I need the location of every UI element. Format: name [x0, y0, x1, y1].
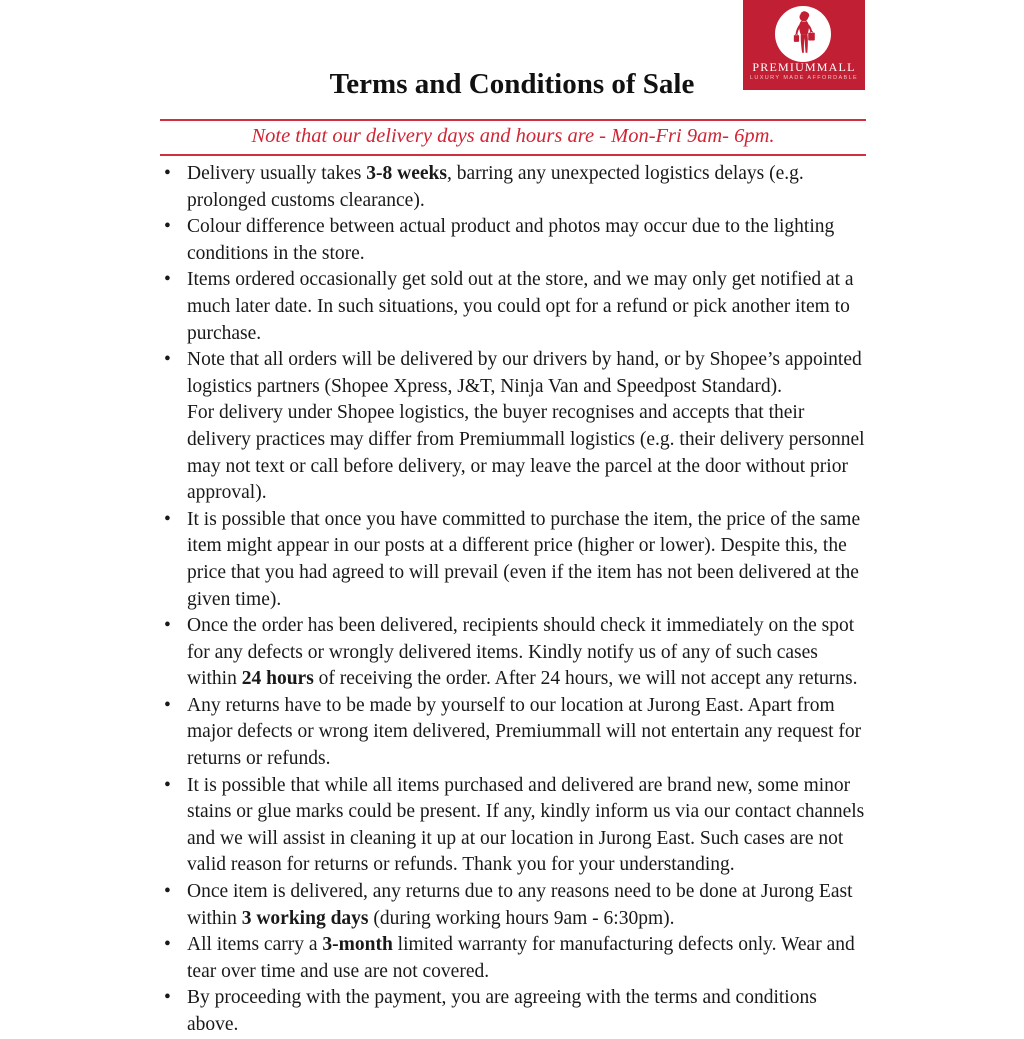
term-item: • Once the order has been delivered, recipients should check it immediately on the spot for any defects or wrongly delivered items. Kindly notify us of any of such cases within 24 hours of receiving the order. After 24 hours, we will not accept any returns. [160, 613, 866, 693]
term-item: • All items carry a 3-month limited warranty for manufacturing defects only. Wear and tear over time and use are not covered. [160, 932, 866, 985]
term-item: • Colour difference between actual product and photos may occur due to the lighting conditions in the store. [160, 214, 866, 267]
term-item: • It is possible that while all items purchased and delivered are brand new, some minor stains or glue marks could be present. If any, kindly inform us via our contact channels and we will assist in cleaning it up at our location in Jurong East. Such cases are not valid reason for returns or refunds. Thank you for your understanding. [160, 773, 866, 879]
term-item: • Items ordered occasionally get sold out at the store, and we may only get notified at a much later date. In such situations, you could opt for a refund or pick another item to purchase. [160, 267, 866, 347]
term-item: • By proceeding with the payment, you are agreeing with the terms and conditions above. [160, 985, 866, 1038]
term-item: • Once item is delivered, any returns due to any reasons need to be done at Jurong East within 3 working days (during working hours 9am - 6:30pm). [160, 879, 866, 932]
term-item: • Any returns have to be made by yourself to our location at Jurong East. Apart from major defects or wrong item delivered, Premiummall will not entertain any request for returns or refunds. [160, 693, 866, 773]
delivery-notice: Note that our delivery days and hours are - Mon-Fri 9am- 6pm. [160, 119, 866, 156]
logo-tagline-text: LUXURY MADE AFFORDABLE [749, 75, 859, 81]
page-title: Terms and Conditions of Sale [329, 68, 695, 100]
woman-with-shopping-bags-icon [781, 10, 825, 58]
term-item: • Delivery usually takes 3-8 weeks, barring any unexpected logistics delays (e.g. prolonged customs clearance). [160, 161, 866, 214]
logo-circle [775, 6, 831, 62]
term-item: • Note that all orders will be delivered by our drivers by hand, or by Shopee’s appointed logistics partners (Shopee Xpress, J&T, Ninja Van and Speedpost Standard). For delivery under Shopee logistics, the buyer recognises and accepts that their delivery practices may differ from Premiummall logistics (e.g. their delivery personnel may not text or call before delivery, or may leave the parcel at the door without prior approval). [160, 347, 866, 507]
terms-list [160, 161, 866, 1039]
term-item: • It is possible that once you have committed to purchase the item, the price of the same item might appear in our posts at a different price (higher or lower). Despite this, the price that you had agreed to will prevail (even if the item has not been delivered at the given time). [160, 507, 866, 613]
logo-brand-text: PREMIUMMALL [752, 60, 856, 74]
